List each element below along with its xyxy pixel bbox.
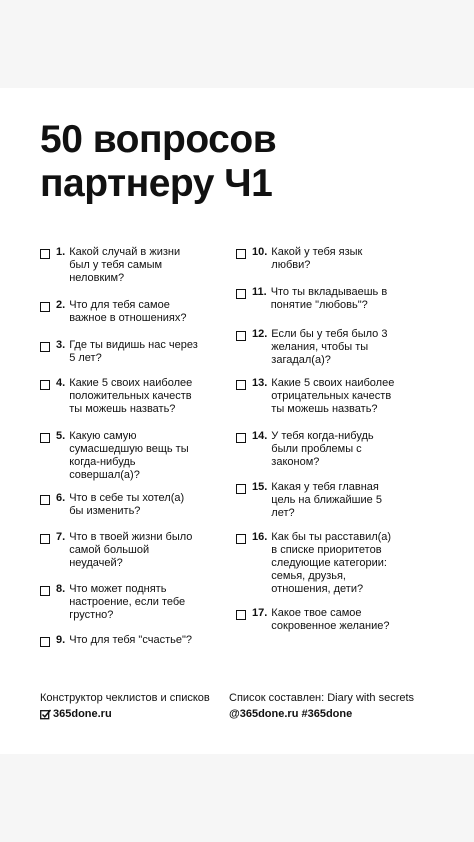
checkbox[interactable] [40, 249, 50, 259]
question-number: 9. [56, 634, 66, 646]
question-text: Что в твоей жизни было самой большой неудачей? [69, 531, 193, 569]
question-number: 7. [56, 531, 66, 543]
question-text: Какие 5 своих наиболее отрицательных качеств ты можешь назвать? [271, 377, 395, 415]
question-text: Как бы ты расставил(а) в списке приоритетов следующие категории: семья, друзья, отношения, дети? [271, 531, 392, 595]
question-item-13 [236, 377, 411, 416]
question-number: 6. [56, 492, 66, 504]
question-item-3 [40, 339, 214, 365]
question-text: Что для тебя "счастье"? [69, 634, 192, 646]
question-item-4 [40, 377, 214, 416]
checkbox[interactable] [236, 331, 246, 341]
footer-credits [229, 690, 414, 722]
checkbox[interactable] [40, 586, 50, 596]
question-text: Какую самую сумасшедшую вещь ты когда-нибудь совершал(а)? [69, 430, 189, 481]
checkbox[interactable] [40, 433, 50, 443]
question-item-16 [236, 531, 411, 596]
question-item-14 [236, 430, 411, 469]
checkbox[interactable] [236, 484, 246, 494]
title-line-1: 50 вопросов [40, 118, 277, 161]
question-number: 15. [252, 481, 268, 493]
question-text: Какое твое самое сокровенное желание? [271, 607, 390, 632]
checkbox[interactable] [40, 637, 50, 647]
checkbox[interactable] [40, 342, 50, 352]
question-item-12 [236, 328, 411, 367]
question-number: 11. [252, 286, 267, 298]
constructor-text: Конструктор чеклистов и списков [40, 692, 210, 704]
question-number: 17. [252, 607, 268, 619]
question-item-15 [236, 481, 411, 520]
question-text: Если бы у тебя было 3 желания, чтобы ты загадал(а)? [271, 328, 388, 366]
question-number: 14. [252, 430, 268, 442]
question-item-1 [40, 246, 214, 285]
checkbox[interactable] [236, 380, 246, 390]
question-text: Какой случай в жизни был у тебя самым неловким? [69, 246, 181, 284]
question-item-17 [236, 607, 411, 633]
question-item-8 [40, 583, 214, 622]
checkbox[interactable] [40, 534, 50, 544]
checkbox[interactable] [40, 380, 50, 390]
checkbox[interactable] [236, 249, 246, 259]
question-item-2 [40, 299, 214, 325]
social-handles[interactable]: @365done.ru #365done [229, 708, 353, 720]
checkbox[interactable] [40, 495, 50, 505]
question-number: 13. [252, 377, 268, 389]
question-number: 3. [56, 339, 66, 351]
compiled-by-text: Список составлен: Diary with secrets [229, 692, 415, 704]
question-number: 4. [56, 377, 66, 389]
footer-constructor [40, 690, 210, 722]
question-number: 2. [56, 299, 66, 311]
checkbox-check-icon [40, 709, 51, 720]
question-text: Что для тебя самое важное в отношениях? [69, 299, 187, 324]
question-number: 5. [56, 430, 66, 442]
question-item-11 [236, 286, 411, 312]
question-item-7 [40, 531, 214, 570]
question-text: Где ты видишь нас через 5 лет? [69, 339, 198, 364]
question-text: Что в себе ты хотел(а) бы изменить? [69, 492, 185, 517]
question-item-10 [236, 246, 411, 272]
question-text: Что ты вкладываешь в понятие "любовь"? [270, 286, 388, 311]
checkbox[interactable] [236, 610, 246, 620]
brand-name: 365done.ru [53, 708, 112, 720]
title-line-2: партнеру Ч1 [40, 162, 273, 205]
question-item-5 [40, 430, 214, 482]
question-item-9 [40, 634, 214, 647]
page-title [40, 118, 276, 206]
question-number: 12. [252, 328, 268, 340]
question-text: Какая у тебя главная цель на ближайшие 5 лет? [271, 481, 382, 519]
question-item-6 [40, 492, 214, 518]
checkbox[interactable] [40, 302, 50, 312]
brand-logo[interactable] [40, 706, 210, 722]
question-number: 8. [56, 583, 66, 595]
question-number: 10. [252, 246, 268, 258]
question-text: Что может поднять настроение, если тебе грустно? [69, 583, 186, 621]
question-number: 1. [56, 246, 66, 258]
checkbox[interactable] [236, 534, 246, 544]
checkbox[interactable] [236, 289, 246, 299]
question-text: У тебя когда-нибудь были проблемы с законом? [271, 430, 374, 468]
question-text: Какой у тебя язык любви? [271, 246, 363, 271]
question-text: Какие 5 своих наиболее положительных качеств ты можешь назвать? [69, 377, 193, 415]
question-number: 16. [252, 531, 268, 543]
checkbox[interactable] [236, 433, 246, 443]
